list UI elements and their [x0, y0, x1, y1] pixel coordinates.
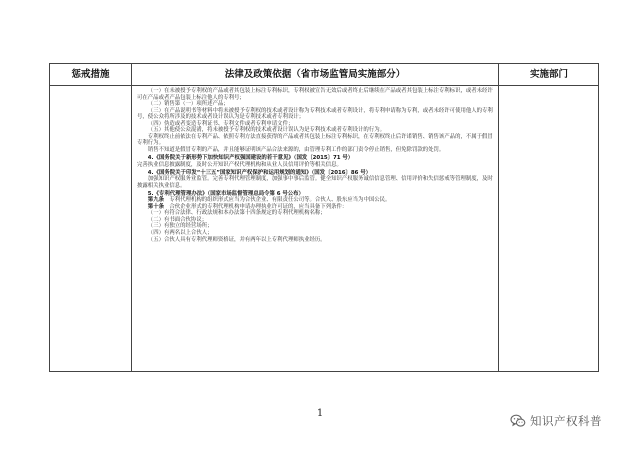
article-text: 专利代理机构的组织形式应当为合伙企业、有限责任公司等。合伙人、股东应当为中国公民。	[169, 197, 391, 204]
body-paragraph: 4.《国务院关于新形势下加快知识产权强国建设的若干意见》（国发〔2015〕71 号）	[147, 154, 354, 161]
body-paragraph: （三）在产品说明书等材料中将未被授予专利权的技术或者设计称为专利技术或者专利设计，将专利申请称为专利，或者未经许可使用他人的专利号，使公众将所涉及的技术或者设计误认为是专利技术或者专利设计；	[137, 107, 493, 121]
header-punishment-measures: 惩戒措施	[71, 69, 110, 80]
watermark	[510, 412, 602, 430]
body-paragraph: 4.《国务院关于印发“十三五”国家知识产权保护和运用规划的通知》（国发〔2016〕86 号）	[147, 169, 372, 176]
body-paragraph: （四）伪造或者变造专利证书、专利文件或者专利申请文件；	[147, 120, 294, 127]
article-label: 第十条	[147, 203, 164, 210]
body-paragraph: 5.《专利代理管理办法》（国家市场监督管理总局令第 6 号公布）	[147, 190, 304, 197]
body-paragraph: （一）在未被授予专利权的产品或者其包装上标注专利标识，专利权被宣告无效后或者终止后继续在产品或者其包装上标注专利标识，或者未经许可在产品或者产品包装上标注他人的专利号；	[137, 88, 493, 101]
body-paragraph: 完善执业信息披露制度，及时公开知识产权代理机构和从业人员信用评价等相关信息。	[137, 161, 342, 168]
legal-basis-text	[137, 88, 493, 243]
policy-table	[49, 63, 599, 372]
body-paragraph: （四）有两名以上合伙人；	[147, 229, 213, 236]
watermark-text: 知识产权科普	[530, 414, 602, 428]
header-implementing-department: 实施部门	[529, 69, 568, 80]
article-text: 合伙企业形式的专利代理机构申请办理执业许可证的，应当具备下列条件：	[169, 203, 348, 210]
body-paragraph: 销售不知道是假冒专利的产品，并且能够证明该产品合法来源的，由管理专利工作的部门责令停止销售，但免除罚款的处罚。	[147, 146, 445, 153]
body-paragraph: （三）有独立的经营场所；	[147, 223, 213, 230]
column-divider	[498, 64, 499, 371]
body-paragraph: 加强知识产权服务业监管。完善专利代理管理制度，加强事中事后监管。健全知识产权服务诚信信息管理、信用评价和失信惩戒等管理制度，及时披露相关执业信息。	[137, 176, 493, 189]
header-divider	[50, 85, 598, 86]
body-paragraph: （五）合伙人具有专利代理师资格证，并有两年以上专利代理师执业经历。	[147, 236, 326, 243]
body-paragraph: （一）有符合法律、行政法规和本办法第十四条规定的专利代理机构名称；	[147, 210, 326, 217]
article-label: 第九条	[147, 197, 164, 204]
body-paragraph: （二）销售第（一）项所述产品；	[147, 101, 229, 108]
header-legal-basis: 法律及政策依据（省市场监管局实施部分）	[224, 69, 406, 80]
body-paragraph: （二）有书面合伙协议；	[147, 216, 208, 223]
body-paragraph: 专利权终止前依法在专利产品、依照专利方法直接获得的产品或者其包装上标注专利标识，在专利权终止后许诺销售、销售该产品的，不属于假冒专利行为。	[137, 133, 493, 147]
body-paragraph: （五）其他使公众混淆，将未被授予专利权的技术或者设计误认为是专利技术或者专利设计的行为。	[147, 127, 385, 134]
page-number: 1	[316, 408, 324, 419]
wechat-icon	[510, 413, 526, 429]
column-divider	[131, 64, 132, 371]
